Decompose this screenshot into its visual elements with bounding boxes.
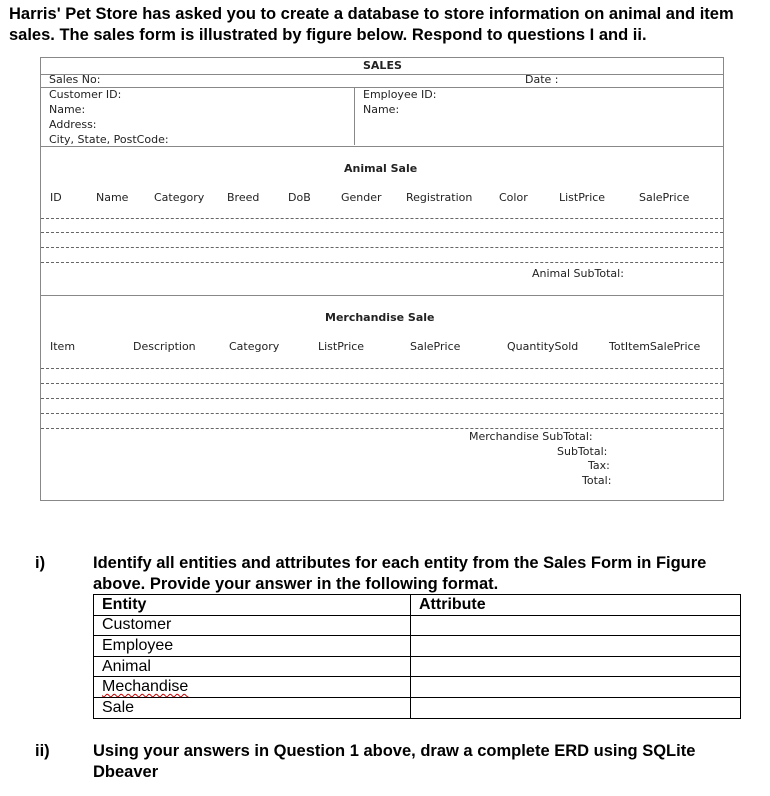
animal-col-dob: DoB (288, 191, 311, 204)
dashed-row (41, 368, 723, 369)
misspelled-word: Mechandise (102, 678, 189, 696)
intro-text: Harris' Pet Store has asked you to create a database to store information on animal and item sales. The sales form is illustrated by figure below. Respond to questions I and ii. (9, 5, 734, 44)
table-header-row (94, 595, 741, 616)
entity-cell: Animal (94, 656, 411, 677)
table-row (94, 656, 741, 677)
tax-label: Tax: (588, 459, 610, 472)
divider (354, 87, 355, 145)
divider (41, 295, 723, 296)
customer-id-label: Customer ID: (49, 88, 122, 101)
entity-attribute-table (93, 594, 741, 719)
question-2-text: Using your answers in Question 1 above, draw a complete ERD using SQLite Dbeaver (93, 742, 696, 781)
attribute-cell (411, 677, 741, 698)
animal-col-name: Name (96, 191, 129, 204)
attribute-cell (411, 697, 741, 718)
attribute-cell (411, 656, 741, 677)
animal-col-registration: Registration (406, 191, 473, 204)
divider (41, 74, 723, 75)
merch-col-category: Category (229, 340, 280, 353)
merch-col-listprice: ListPrice (318, 340, 365, 353)
form-title: SALES (363, 59, 402, 72)
subtotal-label: SubTotal: (557, 445, 608, 458)
animal-col-id: ID (50, 191, 62, 204)
dashed-row (41, 413, 723, 414)
animal-sale-title: Animal Sale (344, 162, 418, 175)
merch-col-saleprice: SalePrice (410, 340, 461, 353)
merch-col-item: Item (50, 340, 76, 353)
city-label: City, State, PostCode: (49, 133, 169, 146)
entity-cell: Customer (94, 615, 411, 636)
sales-form-figure (40, 57, 724, 501)
entity-column-header: Entity (94, 595, 411, 616)
attribute-column-header: Attribute (411, 595, 741, 616)
dashed-row (41, 247, 723, 248)
animal-col-color: Color (499, 191, 528, 204)
employee-id-label: Employee ID: (363, 88, 437, 101)
entity-cell (94, 677, 411, 698)
dashed-row (41, 232, 723, 233)
dashed-row (41, 383, 723, 384)
animal-col-saleprice: SalePrice (639, 191, 690, 204)
attribute-cell (411, 636, 741, 657)
merchandise-sale-title: Merchandise Sale (325, 311, 435, 324)
animal-col-category: Category (154, 191, 205, 204)
dashed-row (41, 218, 723, 219)
address-label: Address: (49, 118, 97, 131)
customer-name-label: Name: (49, 103, 86, 116)
sales-no-label: Sales No: (49, 73, 101, 86)
total-label: Total: (582, 474, 612, 487)
animal-col-gender: Gender (341, 191, 382, 204)
entity-cell: Employee (94, 636, 411, 657)
question-1-text: Identify all entities and attributes for each entity from the Sales Form in Figure above. Provide your answer in the following format. (93, 554, 707, 593)
question-2-number: ii) (35, 742, 50, 760)
dashed-row (41, 428, 723, 429)
dashed-row (41, 398, 723, 399)
employee-name-label: Name: (363, 103, 400, 116)
table-row (94, 677, 741, 698)
merch-col-quantitysold: QuantitySold (507, 340, 579, 353)
date-label: Date : (525, 73, 559, 86)
table-row (94, 697, 741, 718)
animal-subtotal-label: Animal SubTotal: (532, 267, 624, 280)
attribute-cell (411, 615, 741, 636)
animal-col-breed: Breed (227, 191, 260, 204)
entity-cell: Sale (94, 697, 411, 718)
table-row (94, 636, 741, 657)
merch-col-description: Description (133, 340, 196, 353)
merch-col-totitemsaleprice: TotItemSalePrice (609, 340, 701, 353)
divider (41, 146, 723, 147)
table-row (94, 615, 741, 636)
dashed-row (41, 262, 723, 263)
merch-subtotal-label: Merchandise SubTotal: (469, 430, 593, 443)
animal-col-listprice: ListPrice (559, 191, 606, 204)
question-1-number: i) (35, 554, 46, 572)
